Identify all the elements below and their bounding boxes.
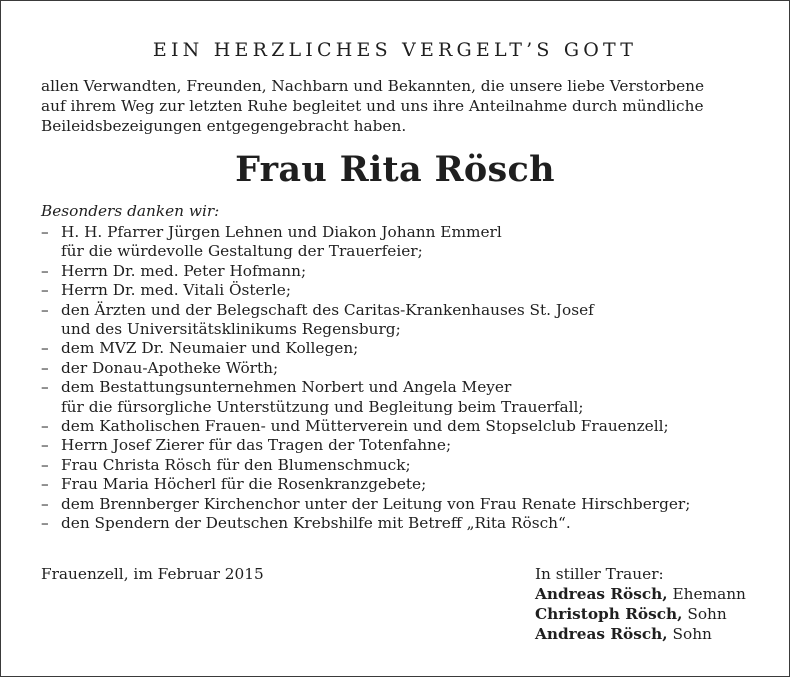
dash-bullet: – <box>41 378 49 397</box>
deceased-name: Frau Rita Rösch <box>235 149 555 190</box>
list-item <box>41 301 690 340</box>
mourner-entry <box>535 604 746 624</box>
list-item <box>41 281 690 300</box>
list-item-text: der Donau-Apotheke Wörth; <box>61 358 279 377</box>
list-item-text: dem Katholischen Frauen- und Mütterverein und dem Stopselclub Frauenzell; <box>61 417 669 436</box>
intro-line: Beileidsbezeigungen entgegengebracht haben. <box>41 117 407 135</box>
list-item <box>41 359 690 378</box>
notice-heading: EIN HERZLICHES VERGELT’S GOTT <box>152 39 638 61</box>
dash-bullet: – <box>41 475 49 494</box>
mourner-name: Christoph Rösch, <box>535 605 683 623</box>
list-item-text: H. H. Pfarrer Jürgen Lehnen und Diakon Johann Emmerl für die würdevolle Gestaltung der Trauerfeier; <box>61 223 502 261</box>
dash-bullet: – <box>41 281 49 300</box>
dash-bullet: – <box>41 223 49 241</box>
intro-line: auf ihrem Weg zur letzten Ruhe begleitet und uns ihre Anteilnahme durch mündliche <box>41 97 704 115</box>
dash-bullet: – <box>41 455 49 474</box>
list-item <box>41 514 690 533</box>
list-item-text: Frau Maria Höcherl für die Rosenkranzgebete; <box>61 475 427 494</box>
list-item-text: Herrn Dr. med. Peter Hofmann; <box>61 261 307 280</box>
place-and-date: Frauenzell, im Februar 2015 <box>41 565 264 583</box>
thanks-list <box>41 223 690 534</box>
list-item <box>41 262 690 281</box>
list-item-text: dem Brennberger Kirchenchor unter der Leitung von Frau Renate Hirschberger; <box>61 494 691 513</box>
list-item <box>41 495 690 514</box>
mourner-entry <box>535 624 746 644</box>
list-item-text: Herrn Josef Zierer für das Tragen der Totenfahne; <box>61 436 452 455</box>
list-item-text: dem Bestattungsunternehmen Norbert und Angela Meyer für die fürsorgliche Unterstützung und Begleitung beim Trauerfall; <box>61 378 584 416</box>
list-item <box>41 456 690 475</box>
mourner-name: Andreas Rösch, <box>535 585 668 603</box>
list-item-text: Frau Christa Rösch für den Blumenschmuck; <box>61 455 411 474</box>
mourner-relation: Sohn <box>672 625 712 643</box>
dash-bullet: – <box>41 417 49 436</box>
mourner-relation: Sohn <box>687 605 727 623</box>
list-item <box>41 475 690 494</box>
list-item <box>41 417 690 436</box>
list-item <box>41 223 690 262</box>
mourner-entry <box>535 584 746 604</box>
list-item <box>41 378 690 417</box>
dash-bullet: – <box>41 514 49 533</box>
dash-bullet: – <box>41 436 49 455</box>
dash-bullet: – <box>41 261 49 280</box>
mourner-name: Andreas Rösch, <box>535 625 668 643</box>
list-item <box>41 436 690 455</box>
list-item-text: dem MVZ Dr. Neumaier und Kollegen; <box>61 339 359 358</box>
dash-bullet: – <box>41 358 49 377</box>
mourner-relation: Ehemann <box>672 585 746 603</box>
list-item-text: Herrn Dr. med. Vitali Österle; <box>61 281 292 300</box>
list-item <box>41 339 690 358</box>
dash-bullet: – <box>41 494 49 513</box>
list-item-text: den Spendern der Deutschen Krebshilfe mit Betreff „Rita Rösch“. <box>61 514 571 533</box>
list-item-text: den Ärzten und der Belegschaft des Caritas-Krankenhauses St. Josef und des Universitätsklinikums Regensburg; <box>61 300 594 339</box>
dash-bullet: – <box>41 339 49 358</box>
dash-bullet: – <box>41 300 49 319</box>
intro-line: allen Verwandten, Freunden, Nachbarn und Bekannten, die unsere liebe Verstorbene <box>41 77 705 95</box>
mourners-heading: In stiller Trauer: <box>535 565 664 583</box>
thanks-heading: Besonders danken wir: <box>41 202 220 220</box>
mourners-block <box>535 564 746 644</box>
intro-paragraph <box>41 76 761 136</box>
